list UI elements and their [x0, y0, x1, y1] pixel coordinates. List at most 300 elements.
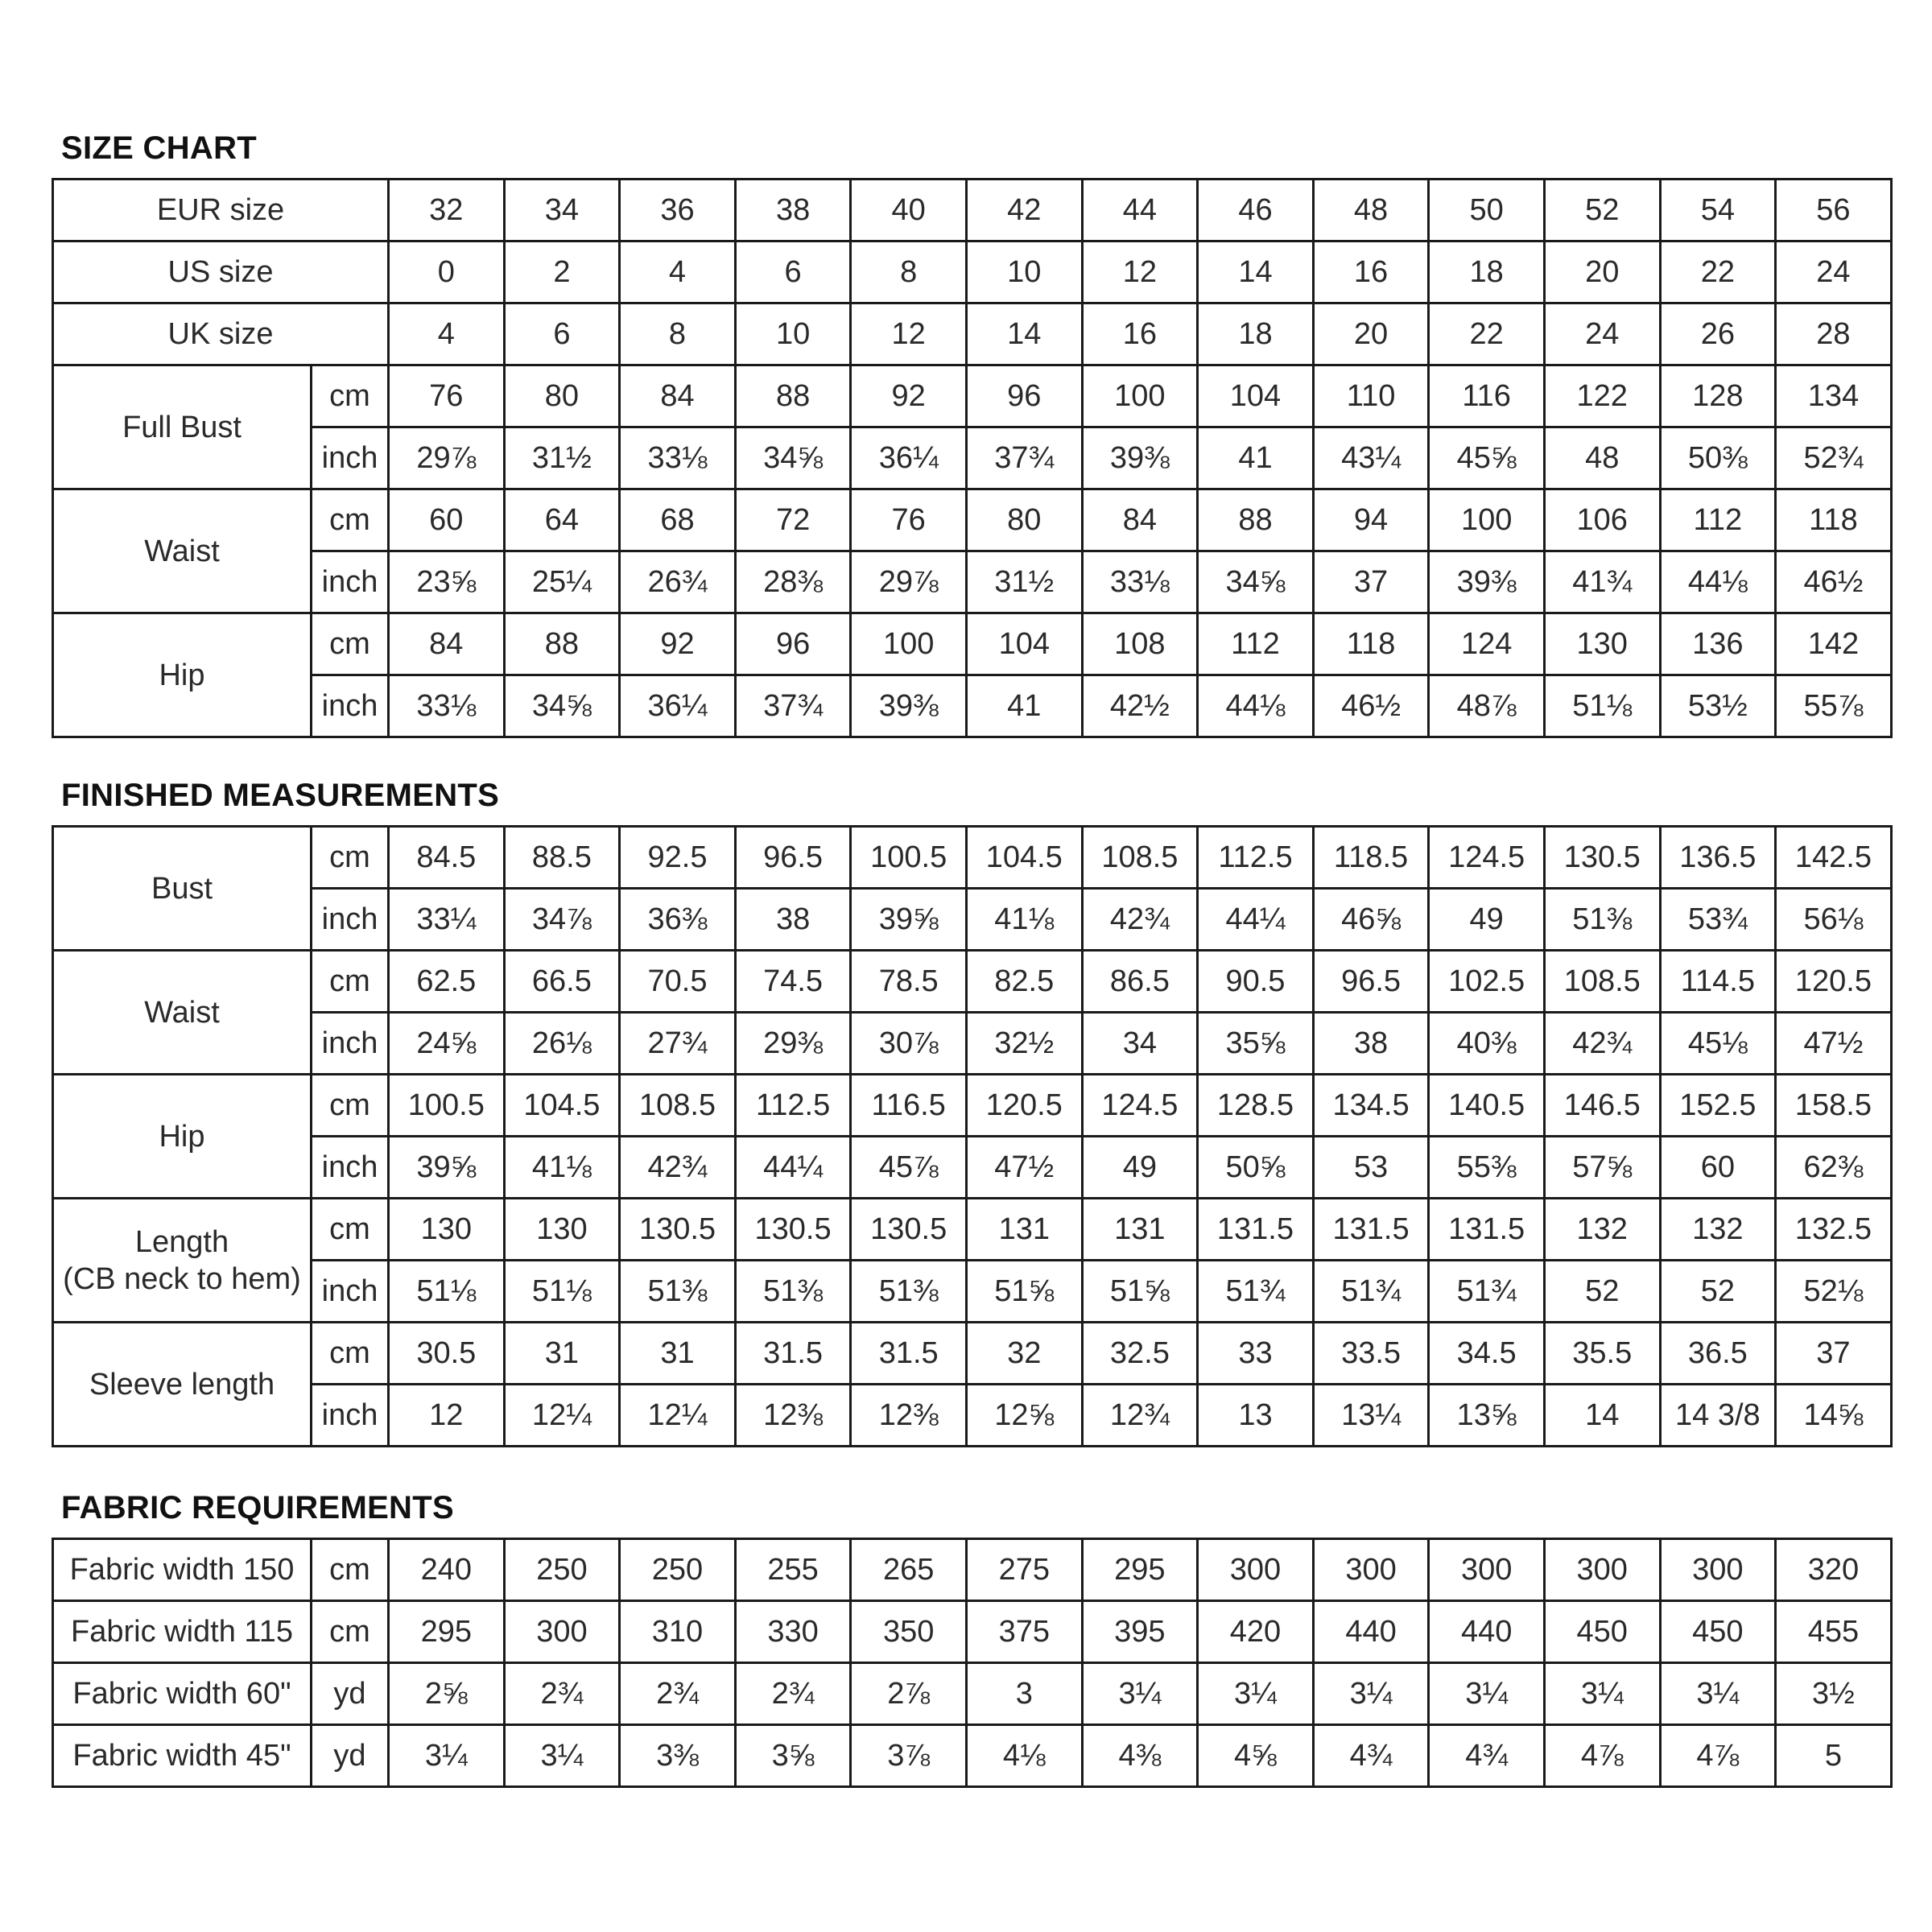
- finished-value-cell: 130.5: [851, 1199, 967, 1261]
- finished-value-cell: 74.5: [735, 951, 851, 1013]
- fabric-value-cell: 3: [966, 1663, 1082, 1725]
- size-value-cell: 14: [1198, 242, 1314, 303]
- measurement-value-cell: 104: [966, 613, 1082, 675]
- finished-value-cell: 96.5: [735, 827, 851, 889]
- size-row: [53, 180, 1892, 242]
- finished-value-cell: 14 3/8: [1660, 1385, 1776, 1447]
- measurement-value-cell: 80: [504, 365, 620, 427]
- finished-value-cell: 39⅝: [389, 1137, 505, 1199]
- finished-value-cell: 57⅝: [1544, 1137, 1660, 1199]
- fabric-value-cell: 3¼: [504, 1725, 620, 1787]
- finished-value-cell: 51⅛: [504, 1261, 620, 1323]
- size-value-cell: 40: [851, 180, 967, 242]
- finished-label: [53, 827, 312, 951]
- finished-label-line1: Sleeve length: [89, 1367, 275, 1402]
- fabric-value-cell: 3¼: [1082, 1663, 1198, 1725]
- size-value-cell: 10: [735, 303, 851, 365]
- finished-row: [53, 1385, 1892, 1447]
- finished-value-cell: 47½: [1776, 1013, 1892, 1075]
- unit-cell: cm: [312, 1199, 389, 1261]
- finished-value-cell: 102.5: [1429, 951, 1545, 1013]
- finished-value-cell: 12⅝: [966, 1385, 1082, 1447]
- unit-cell: inch: [312, 1385, 389, 1447]
- measurement-value-cell: 55⅞: [1776, 675, 1892, 737]
- finished-value-cell: 34.5: [1429, 1323, 1545, 1385]
- finished-value-cell: 32½: [966, 1013, 1082, 1075]
- finished-value-cell: 51⅜: [1544, 889, 1660, 951]
- measurement-value-cell: 36¼: [620, 675, 736, 737]
- finished-row: [53, 827, 1892, 889]
- unit-cell: cm: [312, 1075, 389, 1137]
- finished-value-cell: 134.5: [1313, 1075, 1429, 1137]
- fabric-value-cell: 300: [1544, 1539, 1660, 1601]
- measurement-value-cell: 84: [1082, 489, 1198, 551]
- fabric-value-cell: 240: [389, 1539, 505, 1601]
- measurement-value-cell: 60: [389, 489, 505, 551]
- finished-value-cell: 62.5: [389, 951, 505, 1013]
- measurement-value-cell: 88: [735, 365, 851, 427]
- finished-value-cell: 51⅜: [735, 1261, 851, 1323]
- fabric-value-cell: 250: [620, 1539, 736, 1601]
- measurement-value-cell: 100: [851, 613, 967, 675]
- fabric-value-cell: 4¾: [1313, 1725, 1429, 1787]
- size-value-cell: 50: [1429, 180, 1545, 242]
- finished-value-cell: 30.5: [389, 1323, 505, 1385]
- finished-value-cell: 38: [1313, 1013, 1429, 1075]
- finished-value-cell: 12¼: [504, 1385, 620, 1447]
- finished-value-cell: 120.5: [1776, 951, 1892, 1013]
- finished-value-cell: 51¾: [1313, 1261, 1429, 1323]
- measurement-value-cell: 92: [620, 613, 736, 675]
- size-value-cell: 6: [504, 303, 620, 365]
- finished-value-cell: 12¼: [620, 1385, 736, 1447]
- size-value-cell: 46: [1198, 180, 1314, 242]
- finished-value-cell: 146.5: [1544, 1075, 1660, 1137]
- measurement-value-cell: 34⅝: [504, 675, 620, 737]
- size-value-cell: 6: [735, 242, 851, 303]
- fabric-width-label: Fabric width 60": [53, 1663, 312, 1725]
- measurement-label: Waist: [53, 489, 312, 613]
- fabric-value-cell: 3⅝: [735, 1725, 851, 1787]
- finished-value-cell: 38: [735, 889, 851, 951]
- finished-value-cell: 13¼: [1313, 1385, 1429, 1447]
- finished-value-cell: 132: [1660, 1199, 1776, 1261]
- measurement-row: [53, 489, 1892, 551]
- row-label: EUR size: [53, 180, 389, 242]
- finished-value-cell: 108.5: [1544, 951, 1660, 1013]
- measurement-value-cell: 23⅝: [389, 551, 505, 613]
- finished-value-cell: 30⅞: [851, 1013, 967, 1075]
- size-value-cell: 14: [966, 303, 1082, 365]
- measurement-value-cell: 37¾: [966, 427, 1082, 489]
- finished-value-cell: 33.5: [1313, 1323, 1429, 1385]
- measurement-value-cell: 112: [1198, 613, 1314, 675]
- size-row: [53, 242, 1892, 303]
- size-value-cell: 18: [1198, 303, 1314, 365]
- measurement-value-cell: 37¾: [735, 675, 851, 737]
- finished-value-cell: 45⅛: [1660, 1013, 1776, 1075]
- finished-value-cell: 51⅝: [1082, 1261, 1198, 1323]
- finished-value-cell: 53¾: [1660, 889, 1776, 951]
- finished-value-cell: 158.5: [1776, 1075, 1892, 1137]
- finished-label: [53, 951, 312, 1075]
- finished-value-cell: 152.5: [1660, 1075, 1776, 1137]
- fabric-value-cell: 3½: [1776, 1663, 1892, 1725]
- finished-value-cell: 116.5: [851, 1075, 967, 1137]
- measurement-value-cell: 142: [1776, 613, 1892, 675]
- finished-row: [53, 1075, 1892, 1137]
- fabric-value-cell: 330: [735, 1601, 851, 1663]
- size-value-cell: 54: [1660, 180, 1776, 242]
- finished-value-cell: 32: [966, 1323, 1082, 1385]
- fabric-value-cell: 2¾: [504, 1663, 620, 1725]
- finished-value-cell: 42¾: [1544, 1013, 1660, 1075]
- unit-cell: inch: [312, 551, 389, 613]
- size-chart-table: [52, 178, 1893, 738]
- finished-row: [53, 1137, 1892, 1199]
- finished-value-cell: 108.5: [620, 1075, 736, 1137]
- measurement-value-cell: 25¼: [504, 551, 620, 613]
- measurement-row: [53, 551, 1892, 613]
- size-value-cell: 22: [1660, 242, 1776, 303]
- size-value-cell: 12: [851, 303, 967, 365]
- measurement-value-cell: 51⅛: [1544, 675, 1660, 737]
- fabric-width-label: Fabric width 45": [53, 1725, 312, 1787]
- finished-value-cell: 62⅜: [1776, 1137, 1892, 1199]
- size-value-cell: 8: [620, 303, 736, 365]
- unit-cell: inch: [312, 1013, 389, 1075]
- finished-value-cell: 12⅜: [735, 1385, 851, 1447]
- measurement-value-cell: 84: [620, 365, 736, 427]
- finished-label: [53, 1075, 312, 1199]
- fabric-value-cell: 375: [966, 1601, 1082, 1663]
- row-label: UK size: [53, 303, 389, 365]
- fabric-value-cell: 4⅜: [1082, 1725, 1198, 1787]
- fabric-value-cell: 300: [1313, 1539, 1429, 1601]
- measurement-value-cell: 33⅛: [1082, 551, 1198, 613]
- measurement-value-cell: 110: [1313, 365, 1429, 427]
- row-label: US size: [53, 242, 389, 303]
- measurement-value-cell: 33⅛: [389, 675, 505, 737]
- finished-value-cell: 53: [1313, 1137, 1429, 1199]
- finished-value-cell: 51⅛: [389, 1261, 505, 1323]
- size-value-cell: 36: [620, 180, 736, 242]
- fabric-value-cell: 3⅜: [620, 1725, 736, 1787]
- finished-value-cell: 124.5: [1082, 1075, 1198, 1137]
- size-value-cell: 20: [1313, 303, 1429, 365]
- measurement-value-cell: 112: [1660, 489, 1776, 551]
- finished-value-cell: 27¾: [620, 1013, 736, 1075]
- finished-value-cell: 44¼: [735, 1137, 851, 1199]
- size-value-cell: 32: [389, 180, 505, 242]
- measurement-value-cell: 31½: [966, 551, 1082, 613]
- fabric-value-cell: 395: [1082, 1601, 1198, 1663]
- measurement-value-cell: 34⅝: [1198, 551, 1314, 613]
- fabric-value-cell: 3¼: [1544, 1663, 1660, 1725]
- measurement-value-cell: 100: [1429, 489, 1545, 551]
- measurement-value-cell: 96: [735, 613, 851, 675]
- finished-value-cell: 128.5: [1198, 1075, 1314, 1137]
- finished-value-cell: 132: [1544, 1199, 1660, 1261]
- unit-cell: yd: [312, 1725, 389, 1787]
- unit-cell: cm: [312, 613, 389, 675]
- measurement-value-cell: 41: [966, 675, 1082, 737]
- finished-row: [53, 1323, 1892, 1385]
- unit-cell: inch: [312, 1261, 389, 1323]
- finished-value-cell: 104.5: [504, 1075, 620, 1137]
- measurement-value-cell: 96: [966, 365, 1082, 427]
- finished-label: [53, 1323, 312, 1447]
- fabric-value-cell: 3¼: [1313, 1663, 1429, 1725]
- finished-value-cell: 131.5: [1429, 1199, 1545, 1261]
- finished-value-cell: 100.5: [389, 1075, 505, 1137]
- size-value-cell: 24: [1776, 242, 1892, 303]
- finished-value-cell: 130.5: [735, 1199, 851, 1261]
- unit-cell: cm: [312, 827, 389, 889]
- fabric-value-cell: 300: [1429, 1539, 1545, 1601]
- size-value-cell: 22: [1429, 303, 1545, 365]
- measurement-value-cell: 118: [1776, 489, 1892, 551]
- fabric-value-cell: 4⅛: [966, 1725, 1082, 1787]
- finished-value-cell: 33¼: [389, 889, 505, 951]
- unit-cell: yd: [312, 1663, 389, 1725]
- finished-value-cell: 12¾: [1082, 1385, 1198, 1447]
- finished-label: [53, 1199, 312, 1323]
- fabric-value-cell: 450: [1660, 1601, 1776, 1663]
- measurement-value-cell: 43¼: [1313, 427, 1429, 489]
- size-value-cell: 48: [1313, 180, 1429, 242]
- measurement-value-cell: 80: [966, 489, 1082, 551]
- finished-value-cell: 55⅜: [1429, 1137, 1545, 1199]
- size-value-cell: 42: [966, 180, 1082, 242]
- unit-cell: inch: [312, 889, 389, 951]
- measurement-value-cell: 108: [1082, 613, 1198, 675]
- size-chart-heading: SIZE CHART: [61, 130, 257, 166]
- measurement-value-cell: 72: [735, 489, 851, 551]
- fabric-value-cell: 3⅞: [851, 1725, 967, 1787]
- finished-value-cell: 131: [966, 1199, 1082, 1261]
- size-value-cell: 16: [1082, 303, 1198, 365]
- finished-value-cell: 31: [504, 1323, 620, 1385]
- finished-value-cell: 112.5: [1198, 827, 1314, 889]
- finished-value-cell: 29⅜: [735, 1013, 851, 1075]
- finished-value-cell: 33: [1198, 1323, 1314, 1385]
- finished-label-line1: Length: [134, 1224, 229, 1259]
- finished-value-cell: 112.5: [735, 1075, 851, 1137]
- fabric-value-cell: 3¼: [389, 1725, 505, 1787]
- size-value-cell: 52: [1544, 180, 1660, 242]
- finished-value-cell: 66.5: [504, 951, 620, 1013]
- finished-value-cell: 96.5: [1313, 951, 1429, 1013]
- unit-cell: cm: [312, 489, 389, 551]
- measurement-value-cell: 44⅛: [1198, 675, 1314, 737]
- measurement-value-cell: 130: [1544, 613, 1660, 675]
- finished-row: [53, 1261, 1892, 1323]
- measurement-value-cell: 92: [851, 365, 967, 427]
- measurement-value-cell: 26¾: [620, 551, 736, 613]
- fabric-value-cell: 275: [966, 1539, 1082, 1601]
- fabric-value-cell: 350: [851, 1601, 967, 1663]
- finished-value-cell: 90.5: [1198, 951, 1314, 1013]
- measurement-value-cell: 39⅜: [1429, 551, 1545, 613]
- finished-value-cell: 131.5: [1313, 1199, 1429, 1261]
- finished-value-cell: 92.5: [620, 827, 736, 889]
- fabric-value-cell: 295: [389, 1601, 505, 1663]
- measurement-value-cell: 44⅛: [1660, 551, 1776, 613]
- finished-value-cell: 51¾: [1198, 1261, 1314, 1323]
- finished-value-cell: 56⅛: [1776, 889, 1892, 951]
- fabric-value-cell: 3¼: [1198, 1663, 1314, 1725]
- fabric-value-cell: 450: [1544, 1601, 1660, 1663]
- finished-value-cell: 70.5: [620, 951, 736, 1013]
- measurement-value-cell: 53½: [1660, 675, 1776, 737]
- size-value-cell: 16: [1313, 242, 1429, 303]
- fabric-requirements-heading: FABRIC REQUIREMENTS: [61, 1490, 454, 1525]
- measurement-value-cell: 45⅝: [1429, 427, 1545, 489]
- size-value-cell: 12: [1082, 242, 1198, 303]
- finished-value-cell: 108.5: [1082, 827, 1198, 889]
- size-value-cell: 8: [851, 242, 967, 303]
- finished-value-cell: 142.5: [1776, 827, 1892, 889]
- measurement-value-cell: 76: [389, 365, 505, 427]
- finished-value-cell: 124.5: [1429, 827, 1545, 889]
- measurement-value-cell: 29⅞: [851, 551, 967, 613]
- size-value-cell: 4: [620, 242, 736, 303]
- measurement-value-cell: 128: [1660, 365, 1776, 427]
- finished-value-cell: 13: [1198, 1385, 1314, 1447]
- finished-value-cell: 35.5: [1544, 1323, 1660, 1385]
- finished-value-cell: 36.5: [1660, 1323, 1776, 1385]
- finished-value-cell: 140.5: [1429, 1075, 1545, 1137]
- fabric-value-cell: 4¾: [1429, 1725, 1545, 1787]
- fabric-value-cell: 4⅝: [1198, 1725, 1314, 1787]
- finished-value-cell: 51⅝: [966, 1261, 1082, 1323]
- finished-value-cell: 13⅝: [1429, 1385, 1545, 1447]
- fabric-value-cell: 320: [1776, 1539, 1892, 1601]
- fabric-width-label: Fabric width 150: [53, 1539, 312, 1601]
- finished-value-cell: 100.5: [851, 827, 967, 889]
- finished-value-cell: 130.5: [1544, 827, 1660, 889]
- measurement-value-cell: 37: [1313, 551, 1429, 613]
- finished-value-cell: 52: [1544, 1261, 1660, 1323]
- fabric-width-label: Fabric width 115: [53, 1601, 312, 1663]
- finished-value-cell: 78.5: [851, 951, 967, 1013]
- measurement-value-cell: 50⅜: [1660, 427, 1776, 489]
- finished-value-cell: 49: [1429, 889, 1545, 951]
- measurement-value-cell: 134: [1776, 365, 1892, 427]
- measurement-value-cell: 39⅜: [1082, 427, 1198, 489]
- finished-row: [53, 1199, 1892, 1261]
- finished-value-cell: 51⅜: [620, 1261, 736, 1323]
- fabric-value-cell: 310: [620, 1601, 736, 1663]
- measurement-value-cell: 33⅛: [620, 427, 736, 489]
- finished-value-cell: 130.5: [620, 1199, 736, 1261]
- measurement-value-cell: 122: [1544, 365, 1660, 427]
- finished-value-cell: 52: [1660, 1261, 1776, 1323]
- finished-value-cell: 52⅛: [1776, 1261, 1892, 1323]
- unit-cell: inch: [312, 427, 389, 489]
- measurement-value-cell: 31½: [504, 427, 620, 489]
- size-value-cell: 2: [504, 242, 620, 303]
- measurement-value-cell: 41¾: [1544, 551, 1660, 613]
- fabric-value-cell: 440: [1429, 1601, 1545, 1663]
- finished-value-cell: 31.5: [851, 1323, 967, 1385]
- finished-value-cell: 12: [389, 1385, 505, 1447]
- measurement-value-cell: 41: [1198, 427, 1314, 489]
- size-value-cell: 20: [1544, 242, 1660, 303]
- measurement-label: Full Bust: [53, 365, 312, 489]
- size-row: [53, 303, 1892, 365]
- fabric-value-cell: 3¼: [1429, 1663, 1545, 1725]
- finished-value-cell: 118.5: [1313, 827, 1429, 889]
- finished-value-cell: 42¾: [1082, 889, 1198, 951]
- fabric-value-cell: 295: [1082, 1539, 1198, 1601]
- measurement-row: [53, 675, 1892, 737]
- size-value-cell: 0: [389, 242, 505, 303]
- fabric-value-cell: 420: [1198, 1601, 1314, 1663]
- finished-value-cell: 24⅝: [389, 1013, 505, 1075]
- size-value-cell: 10: [966, 242, 1082, 303]
- finished-value-cell: 84.5: [389, 827, 505, 889]
- fabric-value-cell: 440: [1313, 1601, 1429, 1663]
- unit-cell: inch: [312, 675, 389, 737]
- measurement-value-cell: 46½: [1776, 551, 1892, 613]
- finished-value-cell: 41⅛: [504, 1137, 620, 1199]
- finished-value-cell: 31: [620, 1323, 736, 1385]
- finished-value-cell: 114.5: [1660, 951, 1776, 1013]
- finished-value-cell: 104.5: [966, 827, 1082, 889]
- finished-value-cell: 132.5: [1776, 1199, 1892, 1261]
- finished-value-cell: 42¾: [620, 1137, 736, 1199]
- finished-value-cell: 51⅜: [851, 1261, 967, 1323]
- finished-value-cell: 131.5: [1198, 1199, 1314, 1261]
- finished-value-cell: 26⅛: [504, 1013, 620, 1075]
- fabric-value-cell: 4⅞: [1660, 1725, 1776, 1787]
- fabric-value-cell: 2⅝: [389, 1663, 505, 1725]
- fabric-value-cell: 255: [735, 1539, 851, 1601]
- finished-value-cell: 37: [1776, 1323, 1892, 1385]
- measurement-value-cell: 48⅞: [1429, 675, 1545, 737]
- finished-row: [53, 951, 1892, 1013]
- measurement-value-cell: 106: [1544, 489, 1660, 551]
- finished-value-cell: 34: [1082, 1013, 1198, 1075]
- measurement-value-cell: 29⅞: [389, 427, 505, 489]
- finished-label-line1: Waist: [144, 995, 220, 1030]
- unit-cell: cm: [312, 951, 389, 1013]
- measurement-value-cell: 34⅝: [735, 427, 851, 489]
- size-value-cell: 34: [504, 180, 620, 242]
- finished-value-cell: 60: [1660, 1137, 1776, 1199]
- fabric-value-cell: 5: [1776, 1725, 1892, 1787]
- size-value-cell: 44: [1082, 180, 1198, 242]
- measurement-value-cell: 42½: [1082, 675, 1198, 737]
- finished-value-cell: 130: [504, 1199, 620, 1261]
- measurement-value-cell: 94: [1313, 489, 1429, 551]
- finished-value-cell: 34⅞: [504, 889, 620, 951]
- measurement-value-cell: 104: [1198, 365, 1314, 427]
- finished-measurements-table: [52, 825, 1893, 1447]
- fabric-value-cell: 455: [1776, 1601, 1892, 1663]
- measurement-value-cell: 52¾: [1776, 427, 1892, 489]
- measurement-value-cell: 39⅜: [851, 675, 967, 737]
- measurement-value-cell: 46½: [1313, 675, 1429, 737]
- finished-value-cell: 82.5: [966, 951, 1082, 1013]
- unit-cell: cm: [312, 1601, 389, 1663]
- finished-value-cell: 14⅝: [1776, 1385, 1892, 1447]
- finished-value-cell: 35⅝: [1198, 1013, 1314, 1075]
- unit-cell: cm: [312, 1323, 389, 1385]
- fabric-value-cell: 250: [504, 1539, 620, 1601]
